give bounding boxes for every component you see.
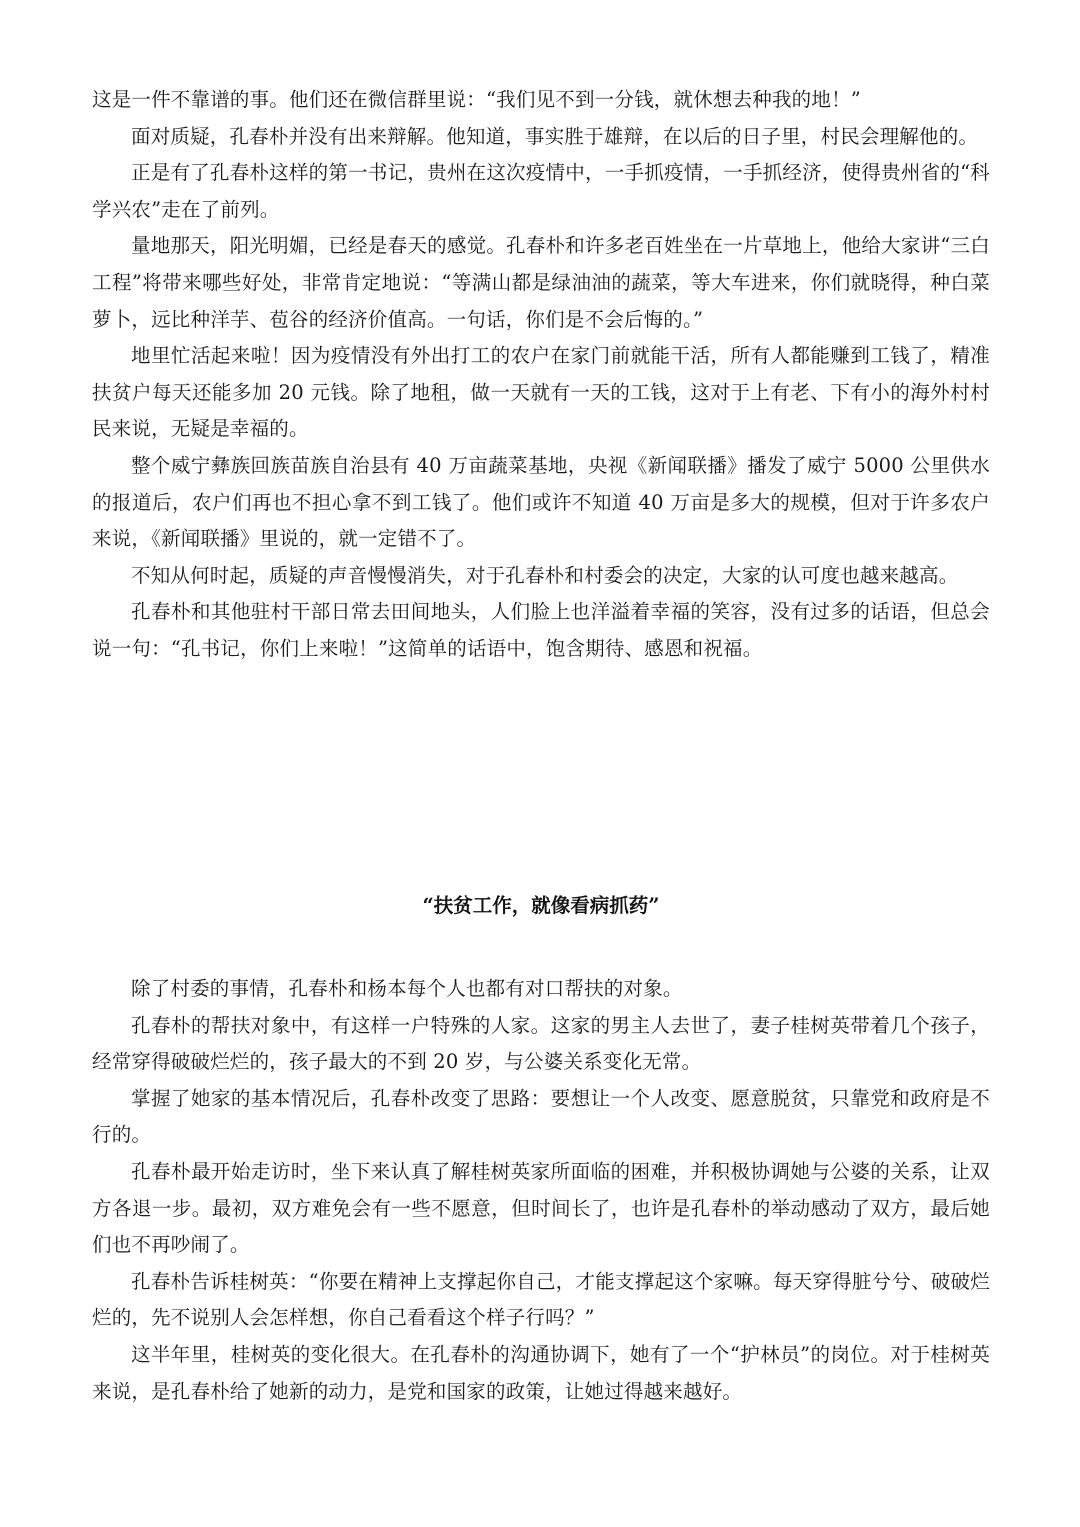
- paragraph: 孔春朴最开始走访时，坐下来认真了解桂树英家所面临的困难，并积极协调她与公婆的关系，让双方各退一步。最初，双方难免会有一些不愿意，但时间长了，也许是孔春朴的举动感动了双方，最后她们也不再吵闹了。: [92, 1159, 990, 1257]
- paragraph: 孔春朴的帮扶对象中，有这样一户特殊的人家。这家的男主人去世了，妻子桂树英带着几个孩子，经常穿得破破烂烂的，孩子最大的不到 20 岁，与公婆关系变化无常。: [92, 1013, 990, 1074]
- paragraph: 孔春朴和其他驻村干部日常去田间地头，人们脸上也洋溢着幸福的笑容，没有过多的话语，但总会说一句：“孔书记，你们上来啦！”这简单的话语中，饱含期待、感恩和祝福。: [92, 600, 990, 660]
- section-heading: “扶贫工作，就像看病抓药”: [422, 894, 660, 917]
- paragraph: 正是有了孔春朴这样的第一书记，贵州在这次疫情中，一手抓疫情，一手抓经济，使得贵州省的“科学兴农”走在了前列。: [92, 161, 990, 221]
- section-1-body: [92, 82, 990, 668]
- paragraph: 不知从何时起，质疑的声音慢慢消失，对于孔春朴和村委会的决定，大家的认可度也越来越高。: [131, 563, 959, 587]
- paragraph: 量地那天，阳光明媚，已经是春天的感觉。孔春朴和许多老百姓坐在一片草地上，他给大家讲“三白工程”将带来哪些好处，非常肯定地说：“等满山都是绿油油的蔬菜，等大车进来，你们就晓得，种白菜萝卜，远比种洋芋、苞谷的经济价值高。一句话，你们是不会后悔的。”: [92, 234, 990, 331]
- paragraph: 掌握了她家的基本情况后，孔春朴改变了思路：要想让一个人改变、愿意脱贫，只靠党和政府是不行的。: [92, 1086, 990, 1147]
- paragraph: 面对质疑，孔春朴并没有出来辩解。他知道，事实胜于雄辩，在以后的日子里，村民会理解他的。: [131, 124, 979, 148]
- paragraph: 除了村委的事情，孔春朴和杨本每个人也都有对口帮扶的对象。: [131, 977, 683, 1000]
- paragraph: 这半年里，桂树英的变化很大。在孔春朴的沟通协调下，她有了一个“护林员”的岗位。对于桂树英来说，是孔春朴给了她新的动力，是党和国家的政策，让她过得越来越好。: [92, 1342, 990, 1403]
- paragraph: 整个威宁彝族回族苗族自治县有 40 万亩蔬菜基地，央视《新闻联播》播发了威宁 5000 公里供水的报道后，农户们再也不担心拿不到工钱了。他们或许不知道 40 万亩是多大的规模，但对于许多农户来说，《新闻联播》里说的，就一定错不了。: [92, 453, 990, 551]
- paragraph: 孔春朴告诉桂树英：“你要在精神上支撑起你自己，才能支撑起这个家嘛。每天穿得脏兮兮、破破烂烂的，先不说别人会怎样想，你自己看看这个样子行吗？”: [92, 1269, 990, 1330]
- section-2-body: [92, 971, 990, 1410]
- paragraph: 地里忙活起来啦！因为疫情没有外出打工的农户在家门前就能干活，所有人都能赚到工钱了，精准扶贫户每天还能多加 20 元钱。除了地租，做一天就有一天的工钱，这对于上有老、下有小的海外村村民来说，无疑是幸福的。: [92, 344, 990, 441]
- paragraph: 这是一件不靠谱的事。他们还在微信群里说：“我们见不到一分钱，就休想去种我的地！”: [92, 88, 861, 111]
